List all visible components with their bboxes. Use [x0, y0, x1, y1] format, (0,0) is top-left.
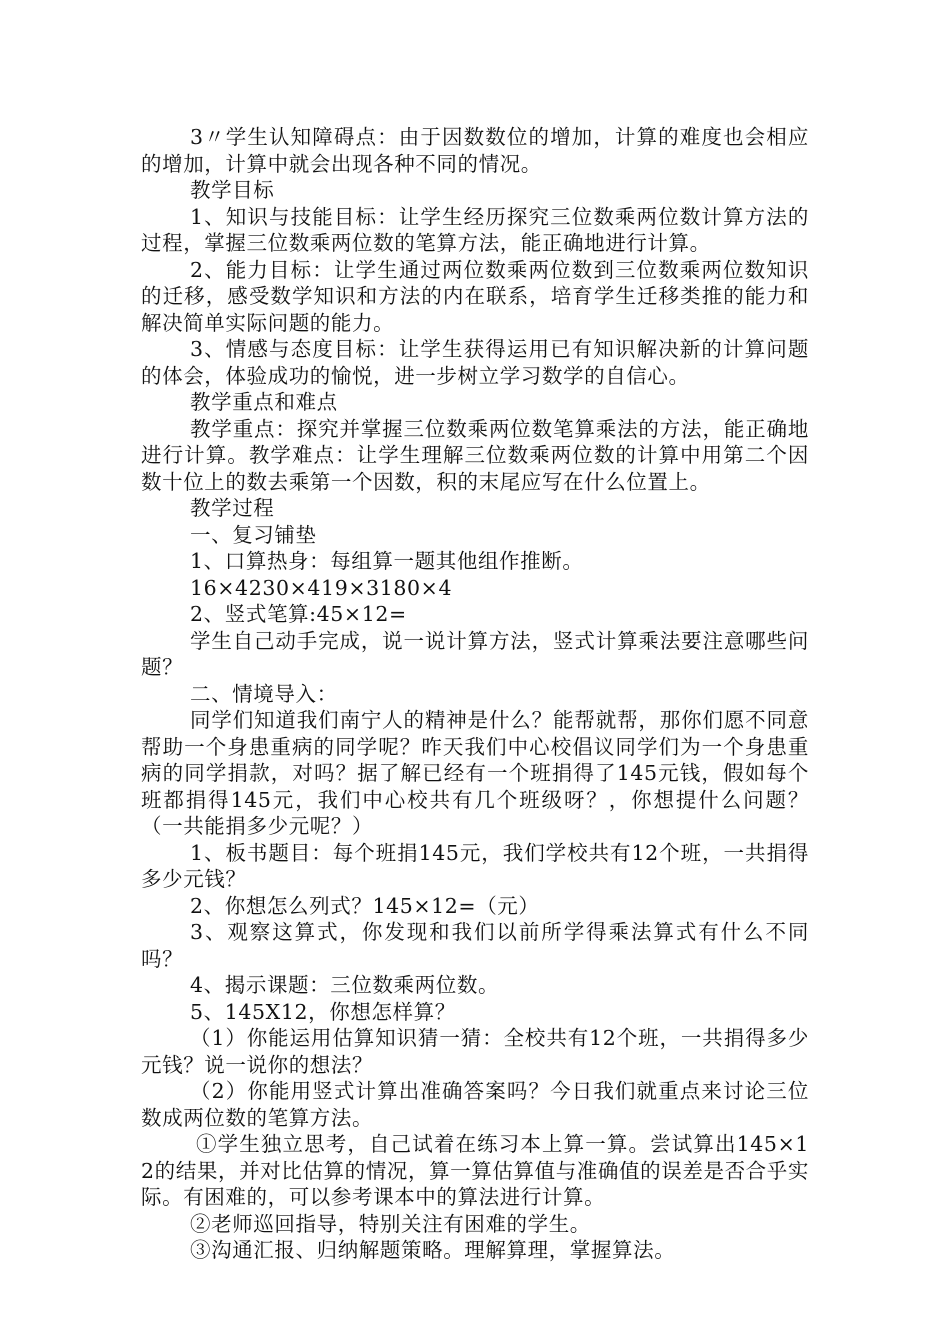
paragraph-goal-emotion: 3、情感与态度目标：让学生获得运用已有知识解决新的计算问题的体会，体验成功的愉悦，进一步树立学习数学的自信心。 [141, 337, 809, 388]
paragraph-how-to-calc: 5、145X12，你想怎样算？ [190, 999, 456, 1024]
paragraph-mental-math-problems: 16×4230×419×3180×4 [190, 575, 453, 600]
paragraph-formula: 2、你想怎么列式？145×12=（元） [190, 893, 540, 918]
paragraph-key-difficult-points: 教学重点：探究并掌握三位数乘两位数笔算乘法的方法，能正确地进行计算。教学难点：让学生理解三位数乘两位数的计算中用第二个因数十位上的数去乘第一个因数，积的末尾应写在什么位置上。 [141, 416, 809, 494]
heading-review: 一、复习铺垫 [190, 522, 317, 547]
paragraph-goal-ability: 2、能力目标：让学生通过两位数乘两位数到三位数乘两位数知识的迁移，感受数学知识和方法的内在联系，培育学生迁移类推的能力和解决简单实际问题的能力。 [141, 257, 809, 335]
document-body [141, 124, 809, 1264]
paragraph-cognitive-obstacle: 3〃学生认知障碍点：由于因数数位的增加，计算的难度也会相应的增加，计算中就会出现各种不同的情况。 [141, 125, 809, 176]
paragraph-vertical-calc: 2、竖式笔算:45×12= [190, 602, 407, 626]
paragraph-board-problem: 1、板书题目：每个班捐145元，我们学校共有12个班，一共捐得多少元钱？ [141, 840, 809, 891]
heading-scenario: 二、情境导入： [190, 681, 338, 706]
heading-key-difficult-points: 教学重点和难点 [190, 390, 338, 414]
paragraph-scenario-story: 同学们知道我们南宁人的精神是什么？能帮就帮，那你们愿不同意帮助一个身患重病的同学呢？昨天我们中心校倡议同学们为一个身患重病的同学捐款，对吗？据了解已经有一个班捐得了145元钱，假如每个班都捐得145元，我们中心校共有几个班级呀？，你想提什么问题？（一共能捐多少元呢？） [141, 708, 809, 838]
paragraph-estimate: （1）你能运用估算知识猜一猜：全校共有12个班，一共捐得多少元钱？说一说你的想法？ [141, 1026, 809, 1077]
paragraph-reveal-topic: 4、揭示课题：三位数乘两位数。 [190, 973, 500, 997]
paragraph-step-independent: ①学生独立思考，自己试着在练习本上算一算。尝试算出145×12的结果，并对比估算的情况，算一算估算值与准确值的误差是否合乎实际。有困难的，可以参考课本中的算法进行计算。 [141, 1132, 809, 1209]
paragraph-observe: 3、观察这算式，你发现和我们以前所学得乘法算式有什么不同吗？ [141, 920, 809, 971]
paragraph-exact-answer: （2）你能用竖式计算出准确答案吗？今日我们就重点来讨论三位数成两位数的笔算方法。 [141, 1079, 809, 1130]
heading-teaching-process: 教学过程 [190, 496, 275, 520]
paragraph-step-report: ③沟通汇报、归纳解题策略。理解算理，掌握算法。 [190, 1238, 676, 1262]
paragraph-step-guidance: ②老师巡回指导，特别关注有困难的学生。 [190, 1211, 591, 1236]
paragraph-mental-math: 1、口算热身：每组算一题其他组作推断。 [190, 549, 584, 573]
paragraph-student-practice: 学生自己动手完成，说一说计算方法，竖式计算乘法要注意哪些问题？ [141, 628, 809, 679]
paragraph-goal-knowledge: 1、知识与技能目标：让学生经历探究三位数乘两位数计算方法的过程，掌握三位数乘两位数的笔算方法，能正确地进行计算。 [141, 204, 809, 255]
heading-teaching-goals: 教学目标 [190, 178, 275, 202]
